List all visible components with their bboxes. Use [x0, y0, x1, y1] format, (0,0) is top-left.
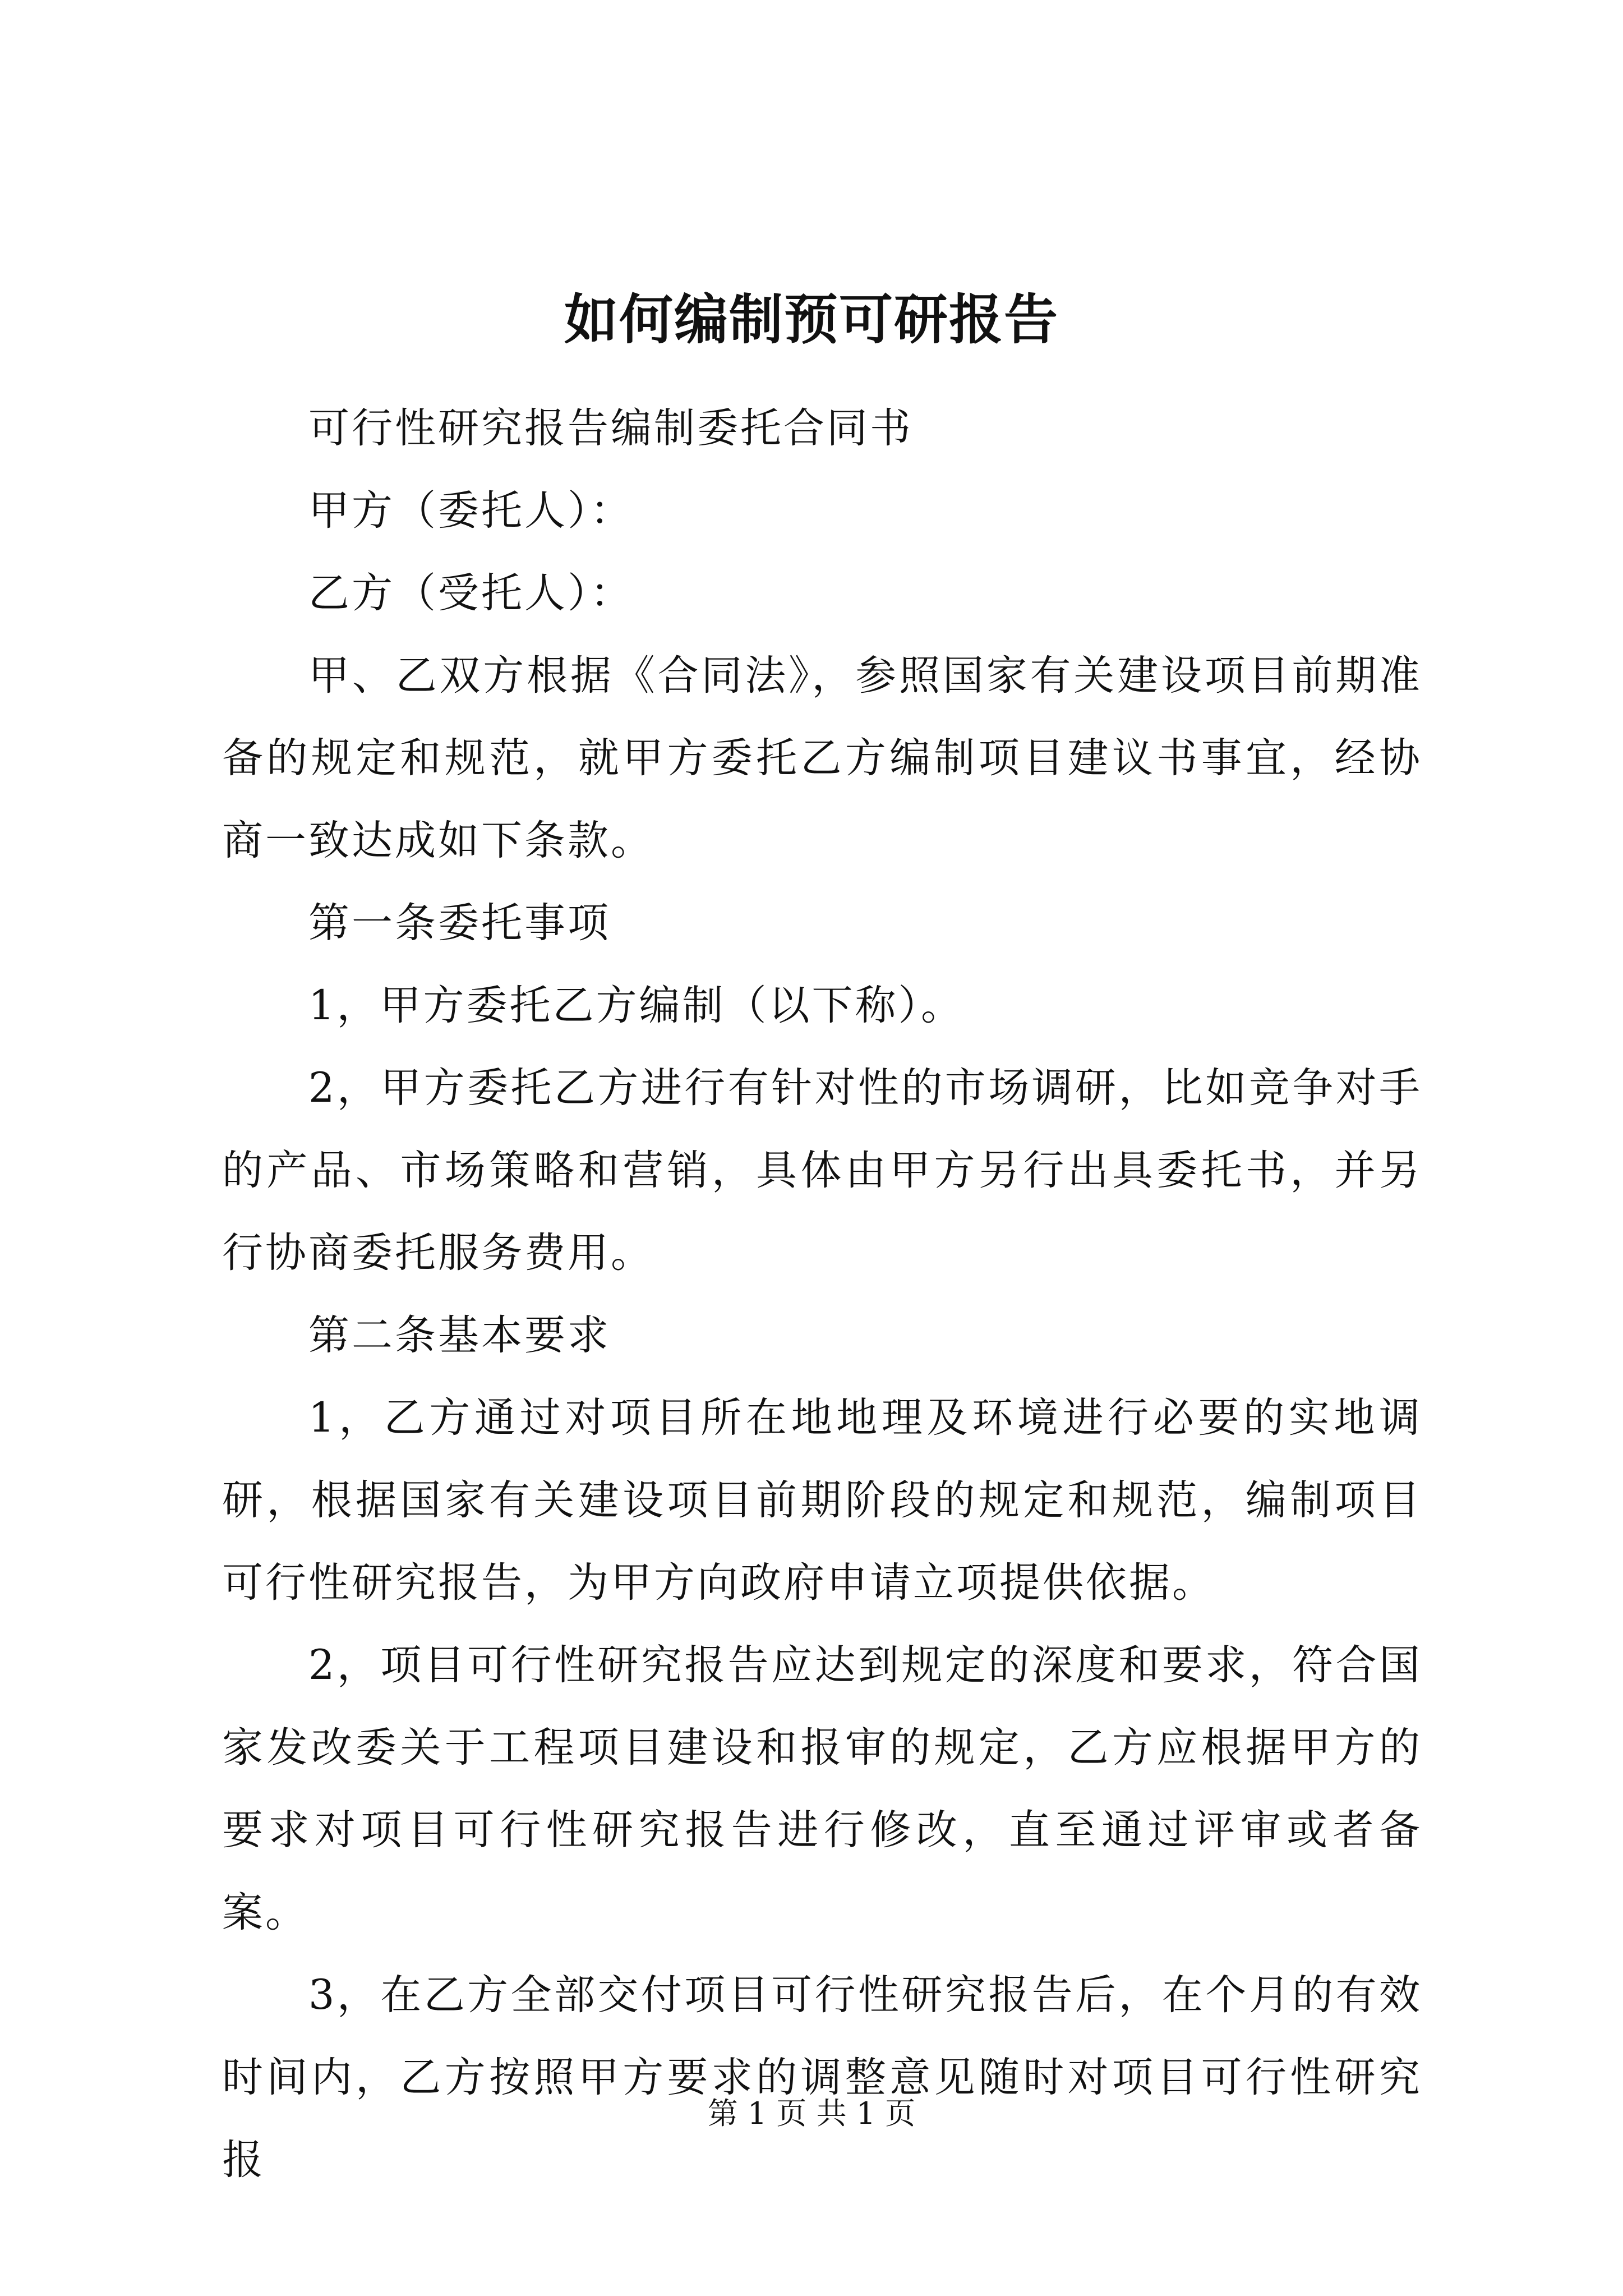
paragraph-preamble: 甲、乙双方根据《合同法》，参照国家有关建设项目前期准备的规定和规范，就甲方委托乙方编制项目建议书事宜，经协商一致达成如下条款。: [222, 652, 1422, 864]
paragraph-party-b: 乙方（受托人）：: [308, 569, 634, 617]
page-footer: 第 1 页 共 1 页: [707, 2096, 916, 2131]
paragraph-party-a: 甲方（委托人）：: [308, 487, 634, 535]
document-title: 如何编制预可研报告: [564, 288, 1059, 351]
paragraph-contract-heading: 可行性研究报告编制委托合同书: [308, 404, 913, 452]
paragraph-article-one-heading: 第一条委托事项: [308, 899, 611, 947]
paragraph-article-one-item-1: 1，甲方委托乙方编制（以下称）。: [308, 982, 964, 1029]
paragraph-article-two-item-3: 3，在乙方全部交付项目可行性研究报告后，在个月的有效时间内，乙方按照甲方要求的调整意见随时对项目可行性研究报: [222, 1971, 1422, 2184]
paragraph-article-two-item-1: 1，乙方通过对项目所在地地理及环境进行必要的实地调研，根据国家有关建设项目前期阶段的规定和规范，编制项目可行性研究报告，为甲方向政府申请立项提供依据。: [222, 1394, 1422, 1607]
paragraph-article-one-item-2: 2，甲方委托乙方进行有针对性的市场调研，比如竞争对手的产品、市场策略和营销，具体由甲方另行出具委托书，并另行协商委托服务费用。: [222, 1064, 1422, 1277]
paragraph-article-two-heading: 第二条基本要求: [308, 1312, 611, 1359]
paragraph-article-two-item-2: 2，项目可行性研究报告应达到规定的深度和要求，符合国家发改委关于工程项目建设和报审的规定，乙方应根据甲方的要求对项目可行性研究报告进行修改，直至通过评审或者备案。: [222, 1641, 1422, 1936]
document-body: [222, 387, 1422, 2201]
